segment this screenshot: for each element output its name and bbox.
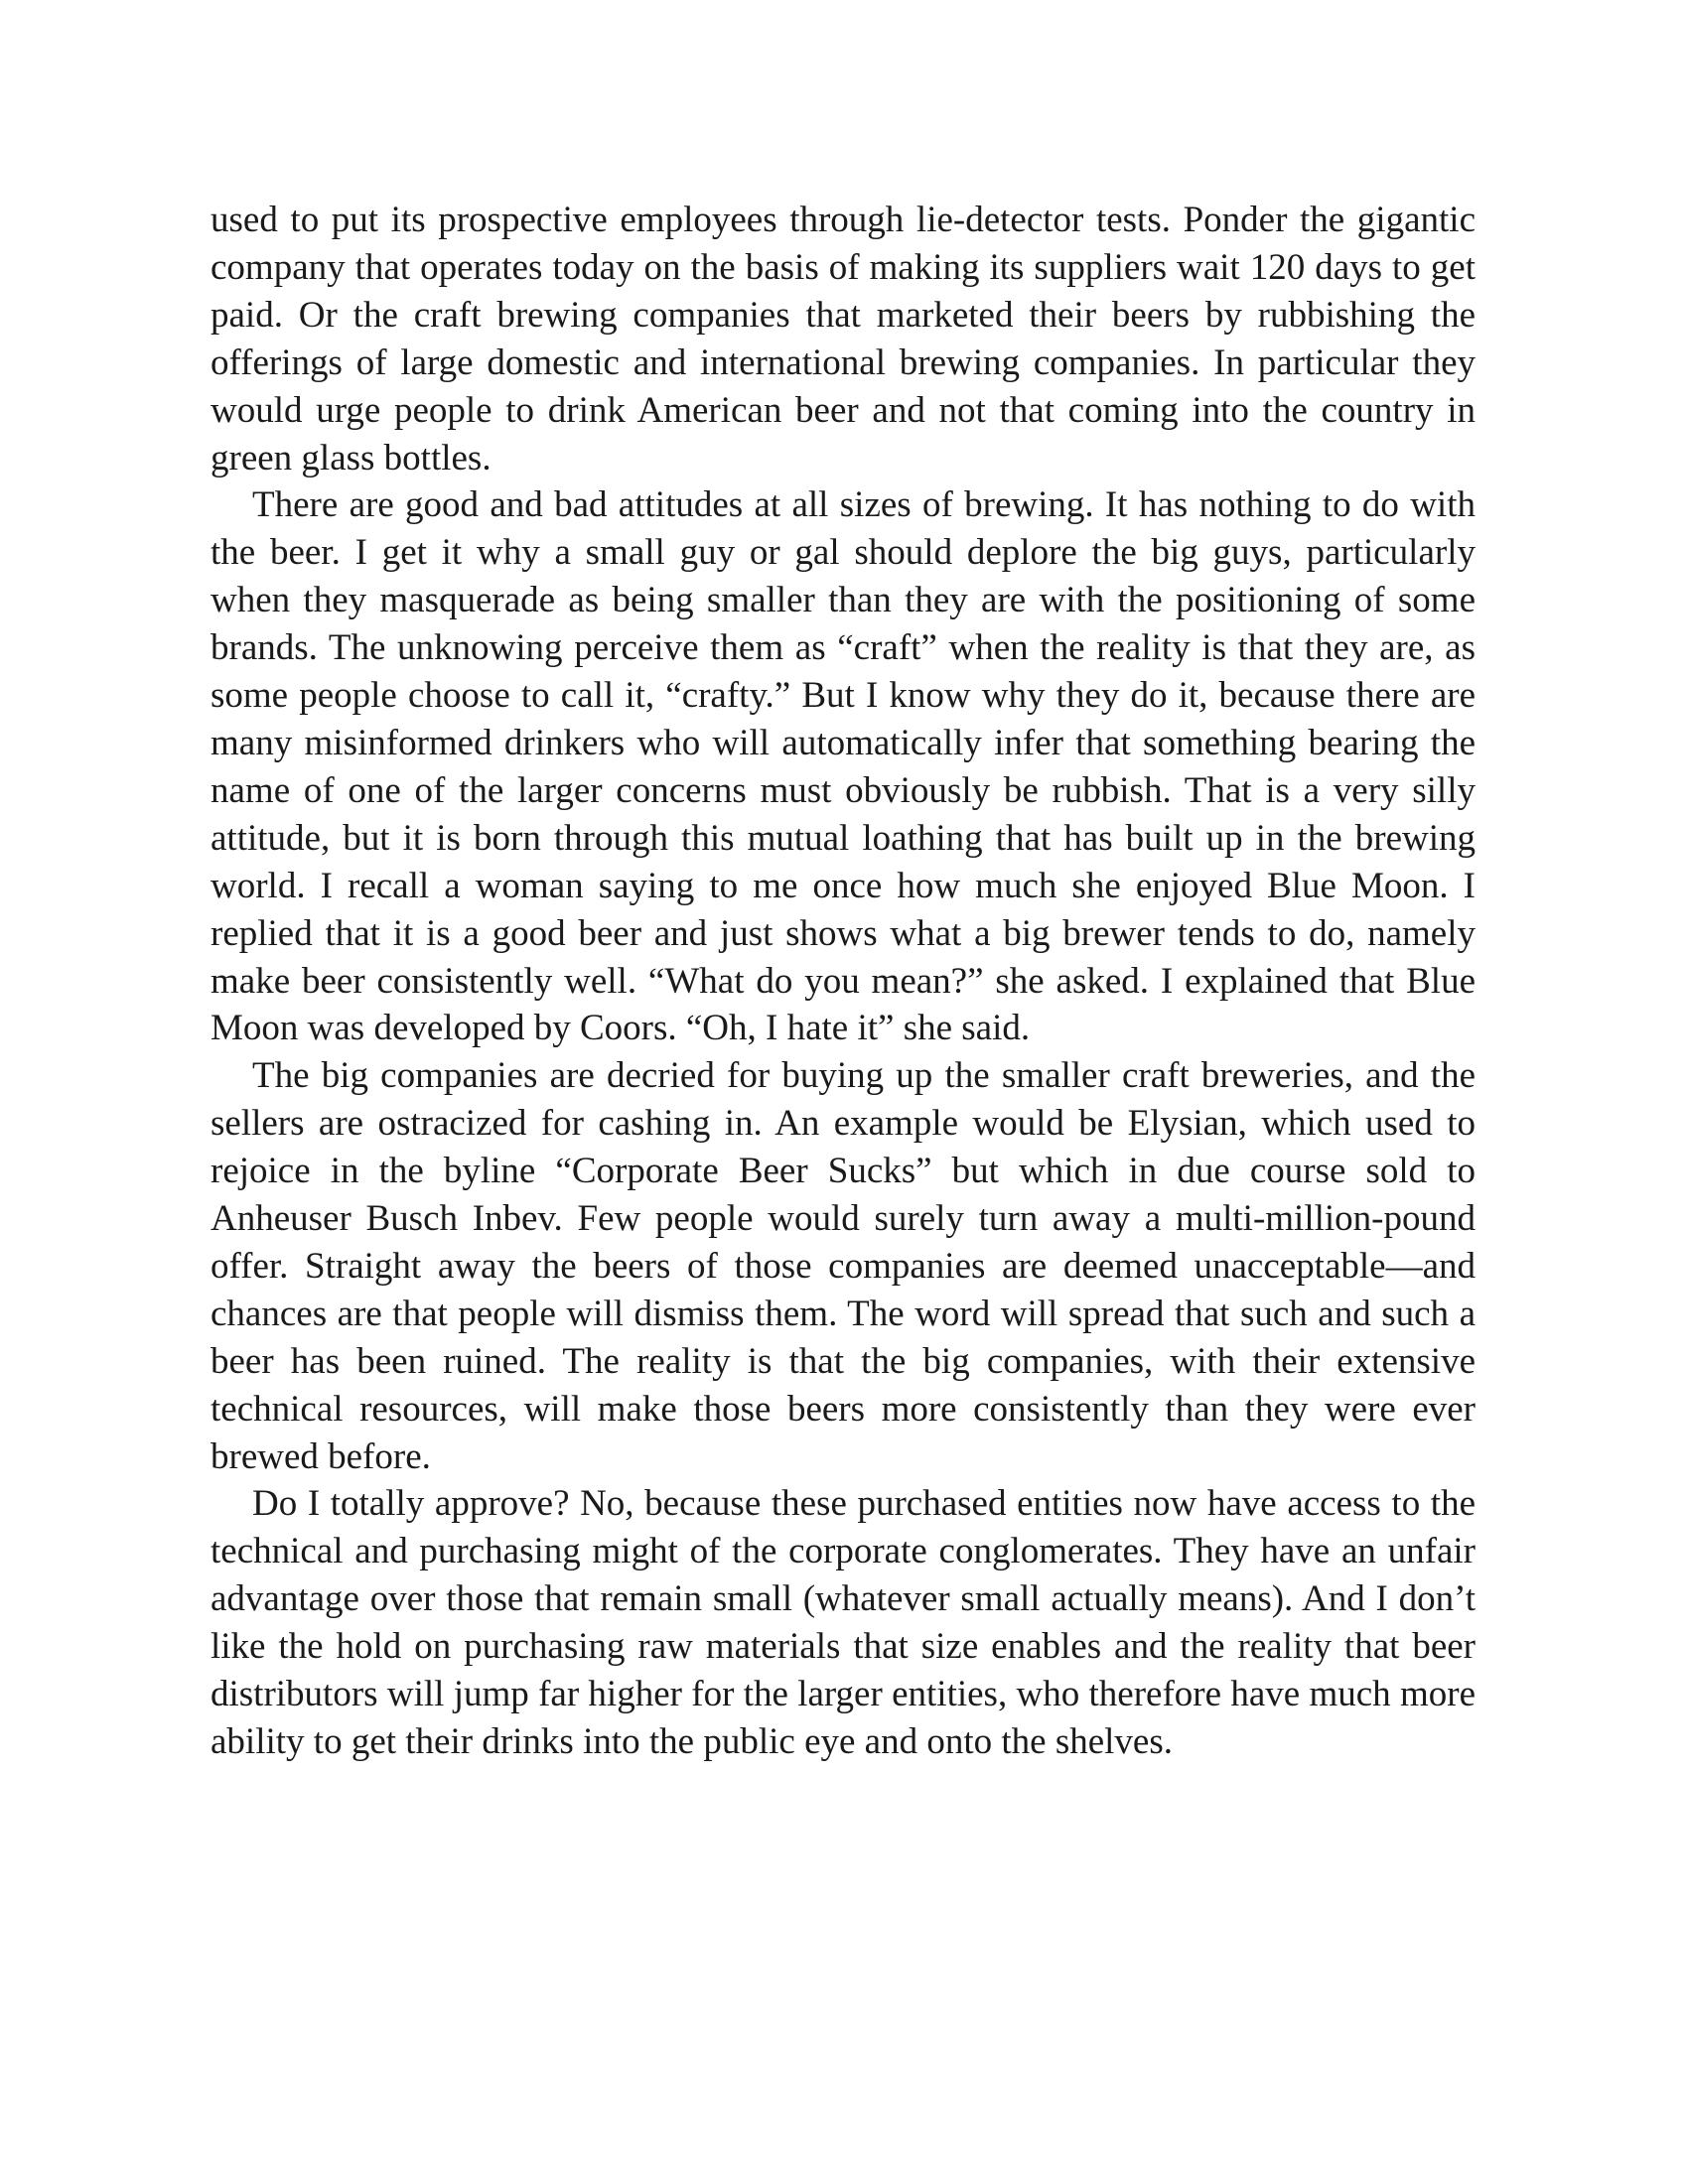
paragraph-2: There are good and bad attitudes at all sizes of brewing. It has nothing to do with the beer. I get it why a small guy or gal should deplore the big guys, particularly when they masquerade as being smaller than they are with the positioning of some brands. The unknowing perceive them as “craft” when the reality is that they are, as some people choose to call it, “crafty.” But I know why they do it, because there are many misinformed drinkers who will automatically infer that something bearing the name of one of the larger concerns must obviously be rubbish. That is a very silly attitude, but it is born through this mutual loathing that has built up in the brewing world. I recall a woman saying to me once how much she enjoyed Blue Moon. I replied that it is a good beer and just shows what a big brewer tends to do, namely make beer consistently well. “What do you mean?” she asked. I explained that Blue Moon was developed by Coors. “Oh, I hate it” she said. [211, 484, 1476, 1049]
paragraph-3: The big companies are decried for buying up the smaller craft breweries, and the sellers are ostracized for cashing in. An example would be Elysian, which used to rejoice in the byline “Corporate Beer Sucks” but which in due course sold to Anheuser Busch Inbev. Few people would surely turn away a multi-million-pound offer. Straight away the beers of those companies are deemed unacceptable—and chances are that people will dismiss them. The word will spread that such and such a beer has been ruined. The reality is that the big companies, with their extensive technical resources, will make those beers more consistently than they were ever brewed before. [211, 1055, 1476, 1477]
paragraph-1: used to put its prospective employees through lie-detector tests. Ponder the gigantic company that operates today on the basis of making its suppliers wait 120 days to get paid. Or the craft brewing companies that marketed their beers by rubbishing the offerings of large domestic and international brewing companies. In particular they would urge people to drink American beer and not that coming into the country in green glass bottles. [211, 200, 1476, 478]
paragraph-4: Do I totally approve? No, because these purchased entities now have access to the technical and purchasing might of the corporate conglomerates. They have an unfair advantage over those that remain small (whatever small actually means). And I don’t like the hold on purchasing raw materials that size enables and the reality that beer distributors will jump far higher for the larger entities, who therefore have much more ability to get their drinks into the public eye and onto the shelves. [211, 1483, 1476, 1762]
body-text [211, 197, 1476, 1766]
